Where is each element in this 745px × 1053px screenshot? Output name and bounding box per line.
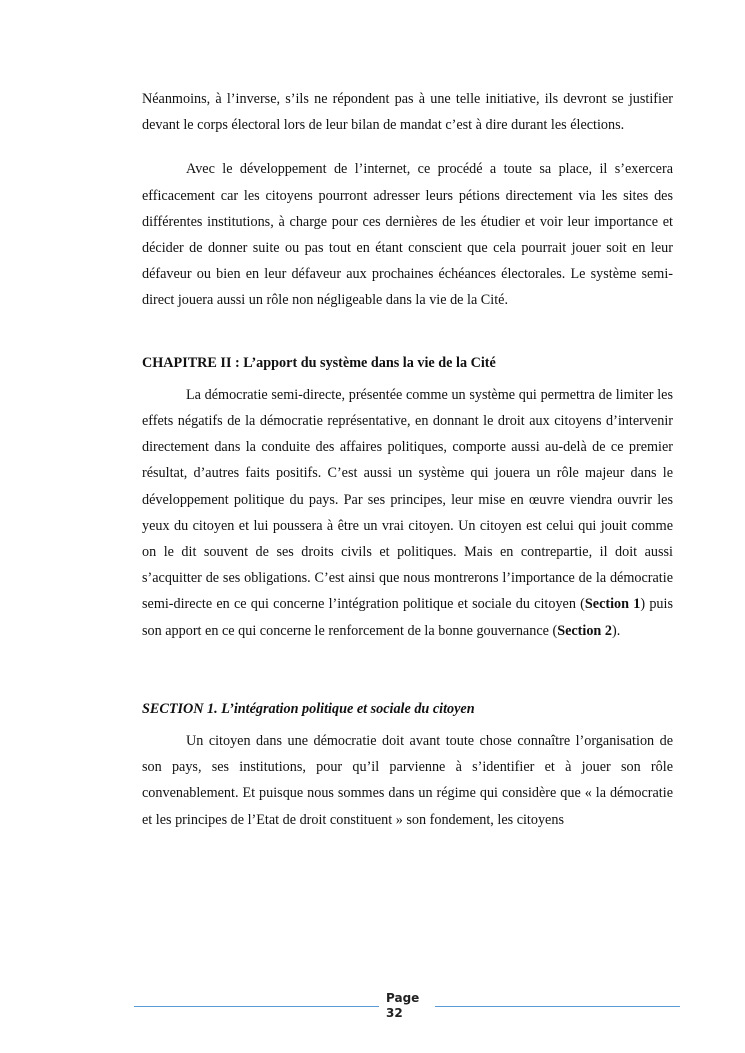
chapter-intro-middle: ) puis son apport en ce qui concerne le renforcement de la bonne gouvernance ( — [142, 596, 673, 639]
section-2-reference: Section 2 — [557, 622, 612, 639]
chapter-title: CHAPITRE II : L’apport du système dans la vie de la Cité — [142, 354, 496, 371]
section-1-reference: Section 1 — [584, 596, 641, 613]
footer-rule-left — [134, 1006, 379, 1007]
paragraph-elections: Néanmoins, à l’inverse, s’ils ne répondent pas à une telle initiative, ils devront se justifier devant le corps électoral lors de leur bilan de mandat c’est à dire durant les élections. — [142, 91, 673, 134]
page-number: 32 — [386, 1006, 403, 1020]
paragraph-internet: Avec le développement de l’internet, ce procédé a toute sa place, il s’exercera efficacement car les citoyens pourront adresser leurs pétions directement via les sites des différentes institutions, à charge pour ces dernières de les étudier et voir leur importance et décider de donner suite ou pas tout en étant conscient que cela pourrait jouer soit en leur défaveur ou bien en leur défaveur aux prochaines échéances électorales. Le système semi-direct jouera aussi un rôle non négligeable dans la vie de la Cité. — [142, 161, 673, 309]
page-word: Page — [386, 991, 420, 1005]
paragraph-section-1: Un citoyen dans une démocratie doit avant toute chose connaître l’organisation de son pays, ses institutions, pour qu’il parvienne à s’identifier et à jouer son rôle convenablement. Et puisque nous sommes dans un régime qui considère que « la démocratie et les principes de l’Etat de droit constituent » son fondement, les citoyens — [142, 733, 673, 828]
page-number-label — [386, 991, 426, 1021]
chapter-intro-end: ). — [611, 622, 621, 639]
paragraph-chapter-intro — [142, 382, 673, 644]
footer-rule-right — [435, 1006, 680, 1007]
page-footer — [134, 990, 680, 1030]
chapter-intro-text: La démocratie semi-directe, présentée comme un système qui permettra de limiter les effets négatifs de la démocratie représentative, en donnant le droit aux citoyens d’intervenir directement dans la conduite des affaires politiques, comporte aussi au-delà de ce premier résultat, d’autres faits positifs. C’est aussi un système qui jouera un rôle majeur dans le développement politique du pays. Par ses principes, leur mise en œuvre viendra ouvrir les yeux du citoyen et lui poussera à être un vrai citoyen. Un citoyen est celui qui jouit comme on le dit souvent de ses droits civils et politiques. Mais en contrepartie, il doit aussi s’acquitter de ses obligations. C’est ainsi que nous montrerons l’importance de la démocratie semi-directe en ce qui concerne l’intégration politique et sociale du citoyen ( — [142, 386, 673, 613]
document-body — [142, 86, 673, 833]
section-1-title: SECTION 1. L’intégration politique et sociale du citoyen — [142, 700, 475, 717]
